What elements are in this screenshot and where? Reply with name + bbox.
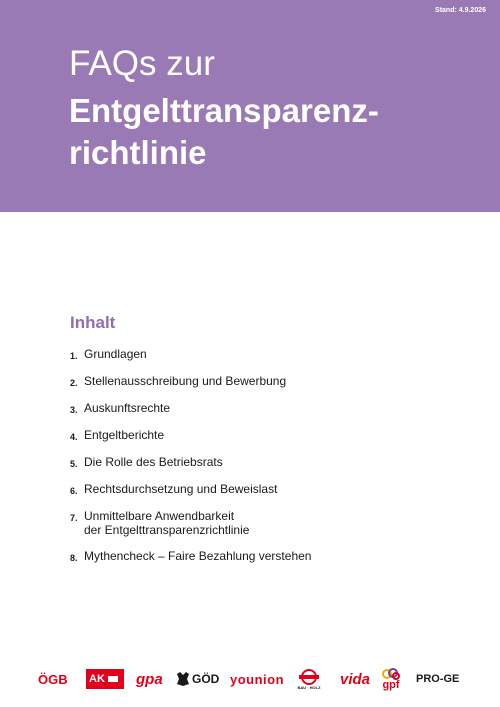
toc-item-number: 1. bbox=[70, 351, 78, 361]
oegb-logo bbox=[38, 665, 68, 693]
goed-logo bbox=[176, 665, 219, 693]
gpf-logo-text: gpf bbox=[382, 678, 400, 691]
toc-item-label: Entgeltberichte bbox=[84, 428, 165, 442]
toc-item-mythencheck[interactable] bbox=[70, 549, 311, 565]
gpa-logo bbox=[136, 665, 163, 693]
toc-item-number: 2. bbox=[70, 378, 78, 388]
oegb-logo-text: ÖGB bbox=[38, 671, 68, 687]
bau-holz-logo-text: BAU · HOLZ bbox=[297, 684, 321, 690]
gpa-logo-text: gpa bbox=[136, 670, 163, 688]
toc-item-number: 6. bbox=[70, 486, 78, 496]
goed-logo-text: GÖD bbox=[192, 672, 220, 686]
toc-item-number: 8. bbox=[70, 553, 78, 563]
toc-item-label: Stellenausschreibung und Bewerbung bbox=[84, 374, 287, 388]
toc-item-auskunftsrechte[interactable] bbox=[70, 401, 170, 417]
toc-item-stellenausschreibung[interactable] bbox=[70, 374, 286, 390]
toc-item-anwendbarkeit[interactable] bbox=[70, 509, 249, 537]
younion-logo bbox=[230, 665, 284, 693]
vida-logo-text: vida bbox=[340, 670, 371, 688]
pro-ge-logo-text: PRO-GE bbox=[416, 673, 460, 685]
toc-item-rechtsdurchsetzung[interactable] bbox=[70, 482, 277, 498]
toc-item-label: Unmittelbare Anwendbarkeit der Entgelttransparenzrichtlinie bbox=[84, 509, 250, 537]
ak-logo bbox=[86, 665, 124, 693]
date-stamp: Stand: 4.9.2026 bbox=[435, 7, 486, 14]
toc-item-label: Grundlagen bbox=[84, 347, 147, 361]
toc-item-number: 5. bbox=[70, 459, 78, 469]
ak-logo-text: AK bbox=[89, 673, 105, 685]
goed-emblem-icon bbox=[176, 671, 190, 687]
toc-item-label: Rechtsdurchsetzung und Beweislast bbox=[84, 482, 278, 496]
title-line-3: richtlinie bbox=[69, 134, 207, 171]
title-banner bbox=[0, 0, 500, 212]
vida-logo bbox=[340, 665, 370, 693]
toc-item-label: Die Rolle des Betriebsrats bbox=[84, 455, 223, 469]
page-title bbox=[69, 90, 489, 174]
younion-logo-text: younion bbox=[230, 671, 285, 687]
toc-item-betriebsrat[interactable] bbox=[70, 455, 223, 471]
toc-heading: Inhalt bbox=[70, 313, 116, 332]
pro-ge-logo bbox=[416, 665, 459, 693]
toc-item-grundlagen[interactable] bbox=[70, 347, 147, 363]
toc-item-number: 4. bbox=[70, 432, 78, 442]
bau-holz-emblem-icon bbox=[296, 669, 322, 685]
toc-item-entgeltberichte[interactable] bbox=[70, 428, 164, 444]
toc-item-label: Mythencheck – Faire Bezahlung verstehen bbox=[84, 549, 312, 563]
toc-item-label: Auskunftsrechte bbox=[84, 401, 171, 415]
partner-logos bbox=[38, 665, 464, 693]
gpf-logo bbox=[382, 665, 400, 693]
title-line-1: FAQs zur bbox=[69, 44, 215, 83]
bau-holz-logo bbox=[296, 665, 322, 693]
toc-item-number: 7. bbox=[70, 513, 78, 523]
toc-item-number: 3. bbox=[70, 405, 78, 415]
title-line-2: Entgelttransparenz- bbox=[69, 92, 379, 129]
gpf-emblem-icon bbox=[382, 668, 400, 680]
